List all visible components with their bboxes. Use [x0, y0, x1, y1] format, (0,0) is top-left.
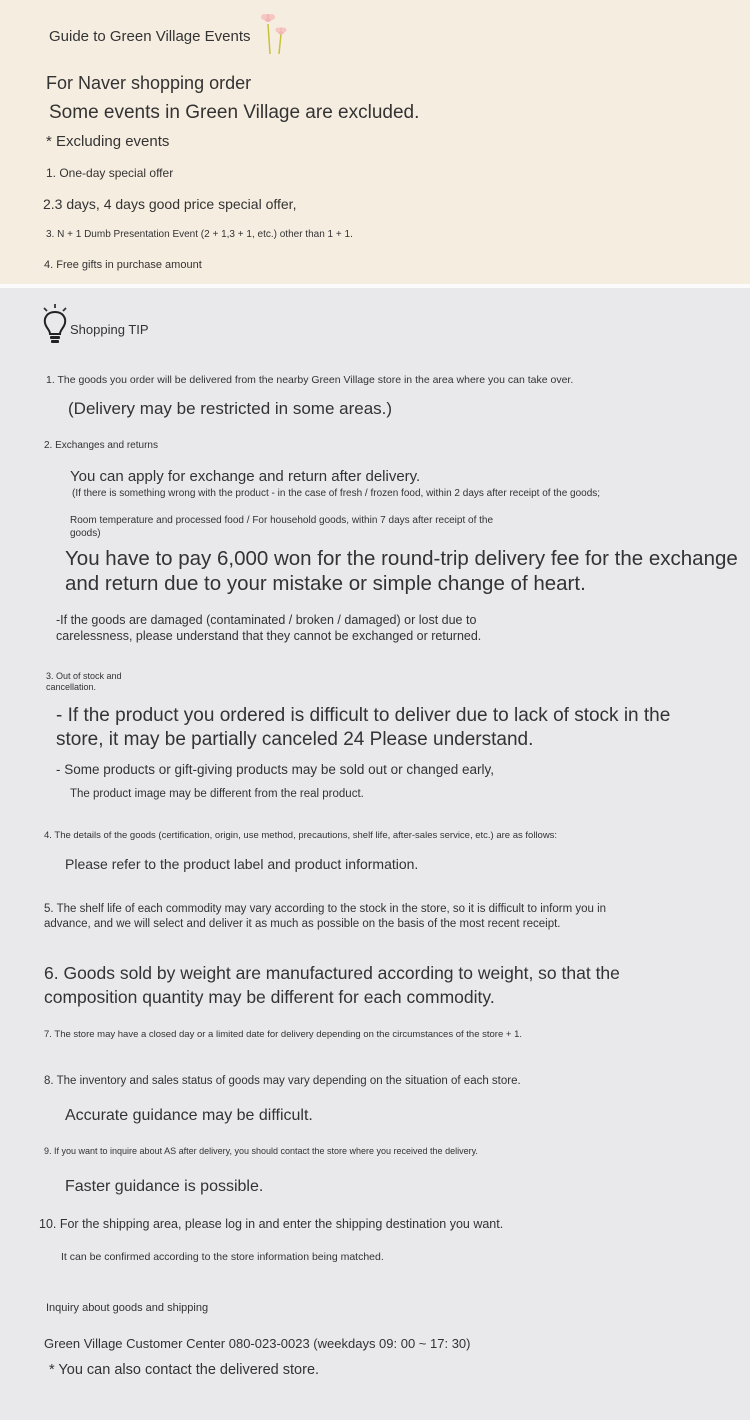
tip-4-line: 4. The details of the goods (certification, origin, use method, precautions, shelf life, after-sales service, etc.) are as follows: — [44, 830, 558, 841]
shopping-tip-header: Shopping TIP — [70, 322, 149, 337]
tip-2-damaged-notice: -If the goods are damaged (contaminated / broken / damaged) or lost due to carelessness, please understand that they cannot be exchanged or returned. — [56, 613, 482, 643]
tip-3-line: The product image may be different from the real product. — [70, 788, 364, 800]
lightbulb-icon — [40, 303, 70, 345]
inquiry-title: Inquiry about goods and shipping — [46, 1302, 209, 1314]
tip-4-note: Please refer to the product label and product information. — [65, 856, 419, 872]
excluding-header: * Excluding events — [46, 133, 170, 150]
flower-icon — [256, 8, 296, 58]
tip-2-fee-notice: You have to pay 6,000 won for the round-trip delivery fee for the exchange and return due to your mistake or simple change of heart. — [65, 547, 738, 595]
tip-6: 6. Goods sold by weight are manufactured according to weight, so that the composition quantity may be different for each commodity. — [44, 963, 620, 1007]
tip-10-line: 10. For the shipping area, please log in and enter the shipping destination you want. — [39, 1217, 504, 1231]
tip-1-line: 1. The goods you order will be delivered from the nearby Green Village store in the area where you can take over. — [46, 374, 574, 386]
contact-store-note: * You can also contact the delivered store. — [49, 1362, 320, 1378]
tip-9-note: Faster guidance is possible. — [65, 1178, 264, 1195]
tip-8-note: Accurate guidance may be difficult. — [65, 1107, 313, 1124]
tip-1-note: (Delivery may be restricted in some areas.) — [68, 399, 393, 418]
tip-10-note: It can be confirmed according to the store information being matched. — [61, 1251, 384, 1263]
excluded-event-item: 2.3 days, 4 days good price special offer, — [43, 196, 297, 212]
tip-3-title: 3. Out of stock and cancellation. — [46, 671, 122, 692]
tip-2-line: You can apply for exchange and return after delivery. — [70, 468, 421, 485]
guide-title: Guide to Green Village Events — [49, 28, 251, 45]
tip-3-line: - Some products or gift-giving products may be sold out or changed early, — [56, 762, 494, 777]
customer-center: Green Village Customer Center 080-023-0023 (weekdays 09: 00 ~ 17: 30) — [44, 1336, 471, 1351]
tip-2-condition: Room temperature and processed food / For household goods, within 7 days after receipt of the goods) — [70, 515, 494, 539]
excluded-event-item: 3. N + 1 Dumb Presentation Event (2 + 1,3 + 1, etc.) other than 1 + 1. — [46, 229, 353, 240]
tip-3-notice: - If the product you ordered is difficult to deliver due to lack of stock in the store, it may be partially canceled 24 Please understand. — [56, 705, 671, 750]
excluded-event-item: 4. Free gifts in purchase amount — [44, 259, 202, 271]
tip-2-title: 2. Exchanges and returns — [44, 440, 158, 451]
tip-9-line: 9. If you want to inquire about AS after delivery, you should contact the store where you received the delivery. — [44, 1146, 478, 1156]
tip-5: 5. The shelf life of each commodity may vary according to the stock in the store, so it is difficult to inform you in advance, and we will select and deliver it as much as possible on the basis of the most recent receipt. — [44, 903, 607, 930]
naver-line: For Naver shopping order — [46, 73, 252, 93]
tip-8-line: 8. The inventory and sales status of goods may vary depending on the situation of each store. — [44, 1075, 521, 1087]
tip-7: 7. The store may have a closed day or a limited date for delivery depending on the circumstances of the store + 1. — [44, 1029, 522, 1040]
excluded-line: Some events in Green Village are excluded. — [49, 102, 420, 123]
tip-2-condition: (If there is something wrong with the product - in the case of fresh / frozen food, within 2 days after receipt of the goods; — [72, 488, 601, 499]
excluded-event-item: 1. One-day special offer — [46, 166, 174, 180]
